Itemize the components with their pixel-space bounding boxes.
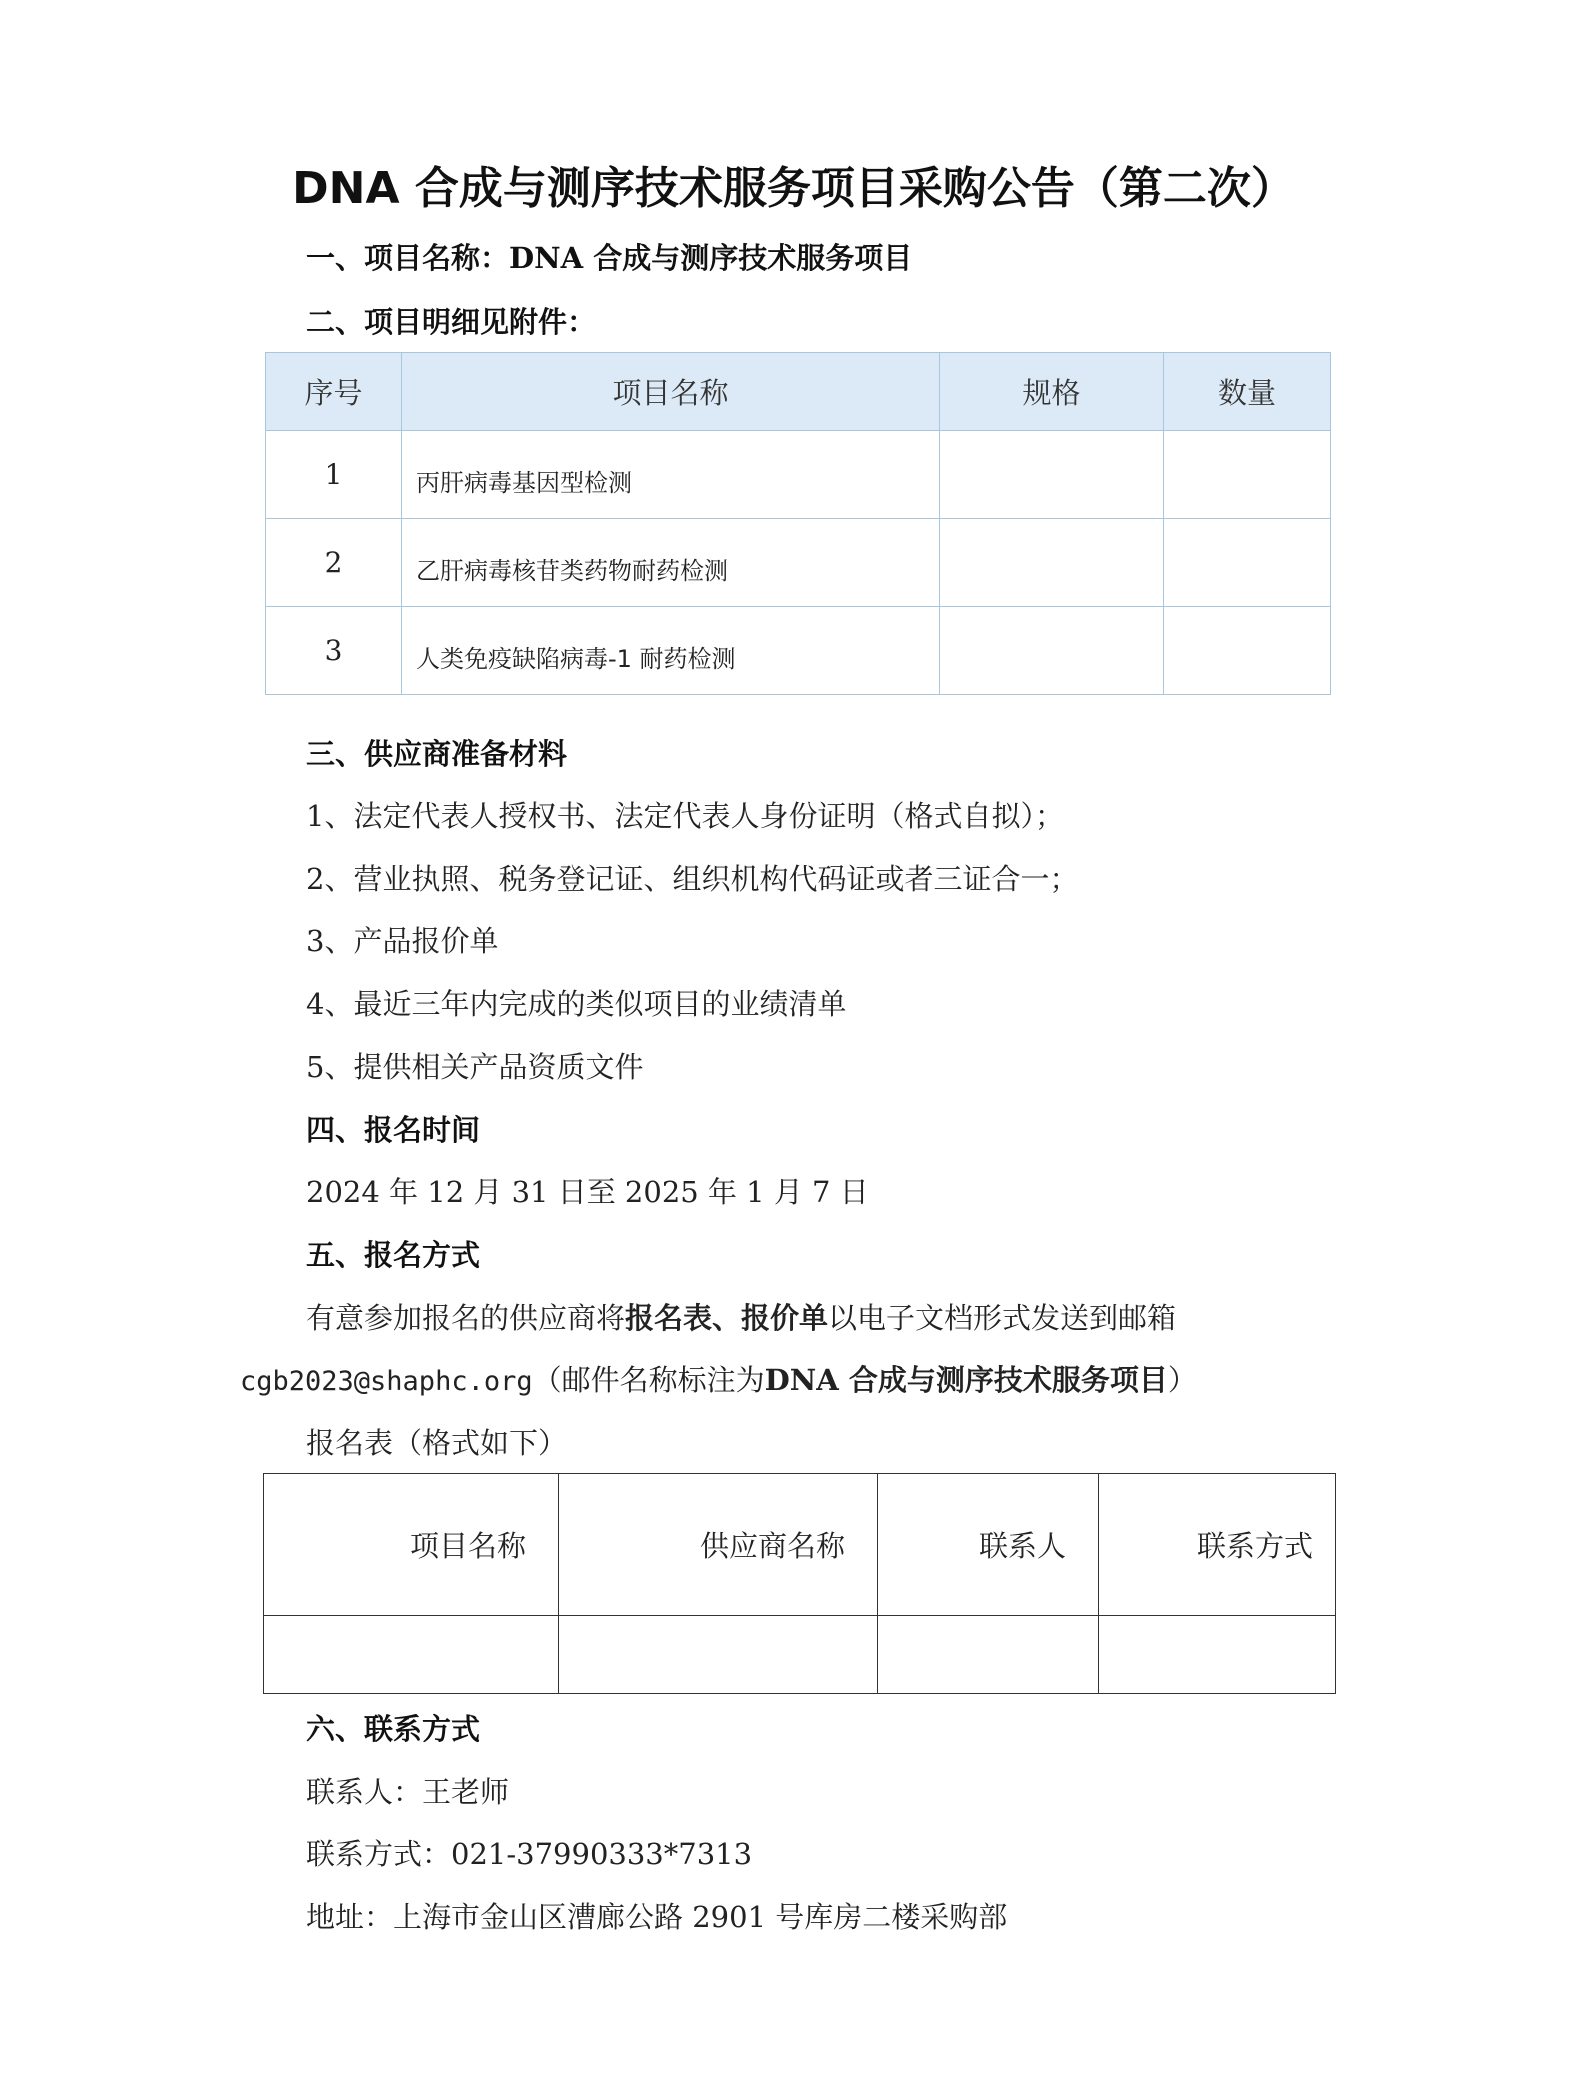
line2-prefix: （邮件名称标注为	[532, 1363, 765, 1397]
form-cell	[878, 1616, 1099, 1694]
row-spec	[940, 519, 1164, 607]
row-no: 2	[266, 519, 402, 607]
items-table	[265, 352, 1331, 695]
header-item-name: 项目名称	[402, 353, 940, 431]
table-row	[264, 1616, 1336, 1694]
line2-suffix: ）	[1167, 1363, 1197, 1397]
row-spec	[940, 607, 1164, 695]
row-qty	[1164, 431, 1331, 519]
row-qty	[1164, 607, 1331, 695]
section-registration-time-heading: 四、报名时间	[306, 1113, 481, 1147]
header-spec: 规格	[940, 353, 1164, 431]
line1-prefix: 有意参加报名的供应商将	[306, 1301, 626, 1335]
form-header-supplier-name: 供应商名称	[559, 1474, 878, 1616]
row-qty	[1164, 519, 1331, 607]
material-item-5: 5、提供相关产品资质文件	[306, 1050, 644, 1084]
section-project-name-label: 一、项目名称：	[306, 241, 510, 275]
page-title: DNA 合成与测序技术服务项目采购公告（第二次）	[292, 163, 1295, 214]
email-address: cgb2023@shaphc.org	[240, 1366, 533, 1397]
form-caption: 报名表（格式如下）	[306, 1426, 568, 1460]
row-no: 1	[266, 431, 402, 519]
registration-method-line1	[306, 1296, 1176, 1337]
material-item-4: 4、最近三年内完成的类似项目的业绩清单	[306, 987, 847, 1021]
items-table-header	[266, 353, 1331, 431]
material-item-3: 3、产品报价单	[306, 924, 499, 958]
form-cell	[1099, 1616, 1336, 1694]
form-cell	[264, 1616, 559, 1694]
contact-person: 联系人：王老师	[306, 1775, 510, 1809]
section-project-name-value: DNA 合成与测序技术服务项目	[509, 241, 913, 275]
table-row	[266, 519, 1331, 607]
form-cell	[559, 1616, 878, 1694]
section-contact-heading: 六、联系方式	[306, 1712, 481, 1746]
material-item-2: 2、营业执照、税务登记证、组织机构代码证或者三证合一；	[306, 862, 1079, 896]
row-no: 3	[266, 607, 402, 695]
line2-bold: DNA 合成与测序技术服务项目	[764, 1363, 1168, 1397]
table-row	[266, 431, 1331, 519]
form-header-contact-person: 联系人	[878, 1474, 1099, 1616]
registration-form-table	[263, 1473, 1336, 1694]
row-item-name: 人类免疫缺陷病毒-1 耐药检测	[402, 607, 940, 695]
contact-phone: 联系方式：021-37990333*7313	[306, 1837, 753, 1871]
row-item-name: 乙肝病毒核苷类药物耐药检测	[402, 519, 940, 607]
registration-time-value: 2024 年 12 月 31 日至 2025 年 1 月 7 日	[306, 1175, 869, 1209]
material-item-1: 1、法定代表人授权书、法定代表人身份证明（格式自拟）；	[306, 799, 1064, 833]
header-no: 序号	[266, 353, 402, 431]
section-project-name	[306, 236, 912, 277]
line1-suffix: 以电子文档形式发送到邮箱	[828, 1301, 1177, 1335]
contact-address: 地址：上海市金山区漕廊公路 2901 号库房二楼采购部	[306, 1900, 1008, 1934]
section-supplier-materials-heading: 三、供应商准备材料	[306, 737, 568, 771]
row-item-name: 丙肝病毒基因型检测	[402, 431, 940, 519]
section-registration-method-heading: 五、报名方式	[306, 1238, 481, 1272]
row-spec	[940, 431, 1164, 519]
form-table-header	[264, 1474, 1336, 1616]
section-project-details-heading: 二、项目明细见附件：	[306, 305, 597, 339]
header-qty: 数量	[1164, 353, 1331, 431]
registration-method-line2	[240, 1358, 1197, 1399]
line1-bold: 报名表、报价单	[625, 1301, 829, 1335]
form-header-project-name: 项目名称	[264, 1474, 559, 1616]
table-row	[266, 607, 1331, 695]
form-header-contact-method: 联系方式	[1099, 1474, 1336, 1616]
